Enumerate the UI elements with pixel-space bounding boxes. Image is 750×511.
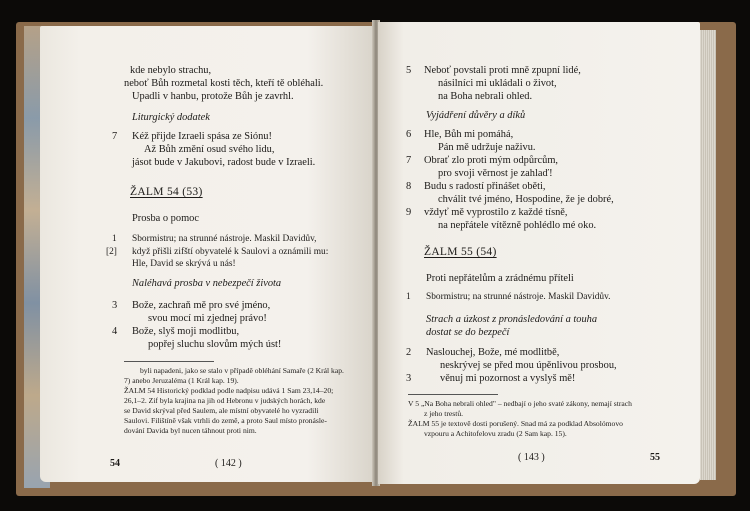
verse-line: násilníci mi ukládali o život, xyxy=(438,78,557,89)
psalm-heading-text: ŽALM 54 (53) xyxy=(130,186,203,198)
psalm-heading xyxy=(424,246,497,258)
verse-line: chválit tvé jméno, Hospodine, že je dobré, xyxy=(438,194,614,205)
verse-number: 3 xyxy=(112,300,118,311)
psalm-subtitle: Proti nepřátelům a zrádnému příteli xyxy=(426,273,574,284)
verse-number: 7 xyxy=(112,131,118,142)
verse-line: Bože, slyš moji modlitbu, xyxy=(132,326,240,337)
footnote-line: dování Davida byl nucen táhnout proti nim. xyxy=(124,426,257,435)
verse-number: 1 xyxy=(406,292,411,302)
verse-number: 6 xyxy=(406,129,412,140)
verse-line: jásot bude v Jakubovi, radost bude v Izraeli. xyxy=(132,157,316,168)
verse-line: neskrývej se před mou úpěnlivou prosbou, xyxy=(440,360,617,371)
verse-number: 8 xyxy=(406,181,412,192)
verse-line: Budu s radostí přinášet oběti, xyxy=(424,181,546,192)
verse-line: Pán mě udržuje naživu. xyxy=(438,142,536,153)
section-title: dostat se do bezpečí xyxy=(426,327,510,338)
right-page xyxy=(378,22,700,484)
verse-number: [2] xyxy=(106,247,117,257)
footnote-line: vzpouru a Achitofelovu zradu (2 Sam kap. 15). xyxy=(424,429,567,438)
verse-line: Obrať zlo proti mým odpůrcům, xyxy=(424,155,559,166)
verse-line: Sbormistru; na strunné nástroje. Maskil Davidův. xyxy=(426,292,611,302)
footnote-line: byli napadeni, jako se stalo v případě obléhání Samaře (2 Král kap. xyxy=(140,366,344,375)
verse-line: Hle, Bůh mi pomáhá, xyxy=(424,129,514,140)
footnote-line: se David skrýval před Saulem, ale místní obyvatelé ho vyzradili xyxy=(124,406,319,415)
psalm-subtitle: Prosba o pomoc xyxy=(132,213,199,224)
verse-number: 9 xyxy=(406,207,412,218)
footnote-line: Saulovi. Filištíně však vtrhli do země, a proto Saul místo pronásle- xyxy=(124,416,327,425)
footnote-rule xyxy=(408,394,498,395)
footnote-line: ŽALM 55 je textově dosti porušený. Snad má za podklad Absolómovo xyxy=(408,419,623,428)
verse-line: Sbormistru; na strunné nástroje. Maskil Davidův, xyxy=(132,234,317,244)
verse-number: 4 xyxy=(112,326,118,337)
footnote-line: 7) anebo Jeruzaléma (1 Král kap. 19). xyxy=(124,376,239,385)
text-line: neboť Bůh rozmetal kosti těch, kteří tě obléhali. xyxy=(124,78,324,89)
text-line: Upadli v hanbu, protože Bůh je zavrhl. xyxy=(132,91,294,102)
verse-line: Neboť povstali proti mně zpupní lidé, xyxy=(424,65,581,76)
page-number: 54 xyxy=(110,458,120,469)
psalm-heading xyxy=(130,186,203,198)
verse-line: věnuj mi pozornost a vyslyš mě! xyxy=(440,373,576,384)
page-edges xyxy=(700,30,716,480)
verse-line: Kéž přijde Izraeli spása ze Siónu! xyxy=(132,131,272,142)
psalm-heading-text: ŽALM 55 (54) xyxy=(424,246,497,258)
verse-line: na nepřátele vítězně pohlédlo mé oko. xyxy=(438,220,597,231)
verse-line: svou mocí mi zjednej právo! xyxy=(148,313,267,324)
footnote-line: V 5 „Na Boha nebrali ohled" – nedbají o jeho svaté zákony, nemají strach xyxy=(408,399,632,408)
footnote-line: 26,1–2. Zif byla krajina na jih od Hebronu v judských horách, kde xyxy=(124,396,326,405)
verse-line: Hle, David se skrývá u nás! xyxy=(132,259,236,269)
section-title: Vyjádření důvěry a díků xyxy=(426,110,526,121)
verse-number: 1 xyxy=(112,234,117,244)
section-title: Strach a úzkost z pronásledování a touha xyxy=(426,314,598,325)
page-number-center: ( 142 ) xyxy=(215,458,242,469)
verse-line: na Boha nebrali ohled. xyxy=(438,91,533,102)
verse-number: 3 xyxy=(406,373,412,384)
verse-number: 2 xyxy=(406,347,412,358)
verse-number: 5 xyxy=(406,65,412,76)
verse-line: Až Bůh změní osud svého lidu, xyxy=(144,144,275,155)
verse-line: popřej sluchu slovům mých úst! xyxy=(148,339,282,350)
verse-line: vždyť mě vyprostilo z každé tísně, xyxy=(424,207,568,218)
footnote-rule xyxy=(124,361,214,362)
verse-line: Naslouchej, Bože, mé modlitbě, xyxy=(426,347,560,358)
page-number: 55 xyxy=(650,452,660,463)
footnote-line: ŽALM 54 Historický podklad podle nadpisu udává 1 Sam 23,14–20; xyxy=(124,386,334,395)
section-title: Liturgický dodatek xyxy=(132,112,210,123)
verse-line: pro svoji věrnost je zahlaď! xyxy=(438,168,553,179)
verse-line: když přišli zifští obyvatelé k Saulovi a oznámili mu: xyxy=(132,247,329,257)
section-title: Naléhavá prosba v nebezpečí života xyxy=(132,278,282,289)
footnote-line: z jeho trestů. xyxy=(424,409,464,418)
page-number-center: ( 143 ) xyxy=(518,452,545,463)
verse-number: 7 xyxy=(406,155,412,166)
open-book xyxy=(10,8,738,503)
left-page xyxy=(40,26,374,482)
text-line: kde nebylo strachu, xyxy=(130,65,212,76)
verse-line: Bože, zachraň mě pro své jméno, xyxy=(132,300,271,311)
